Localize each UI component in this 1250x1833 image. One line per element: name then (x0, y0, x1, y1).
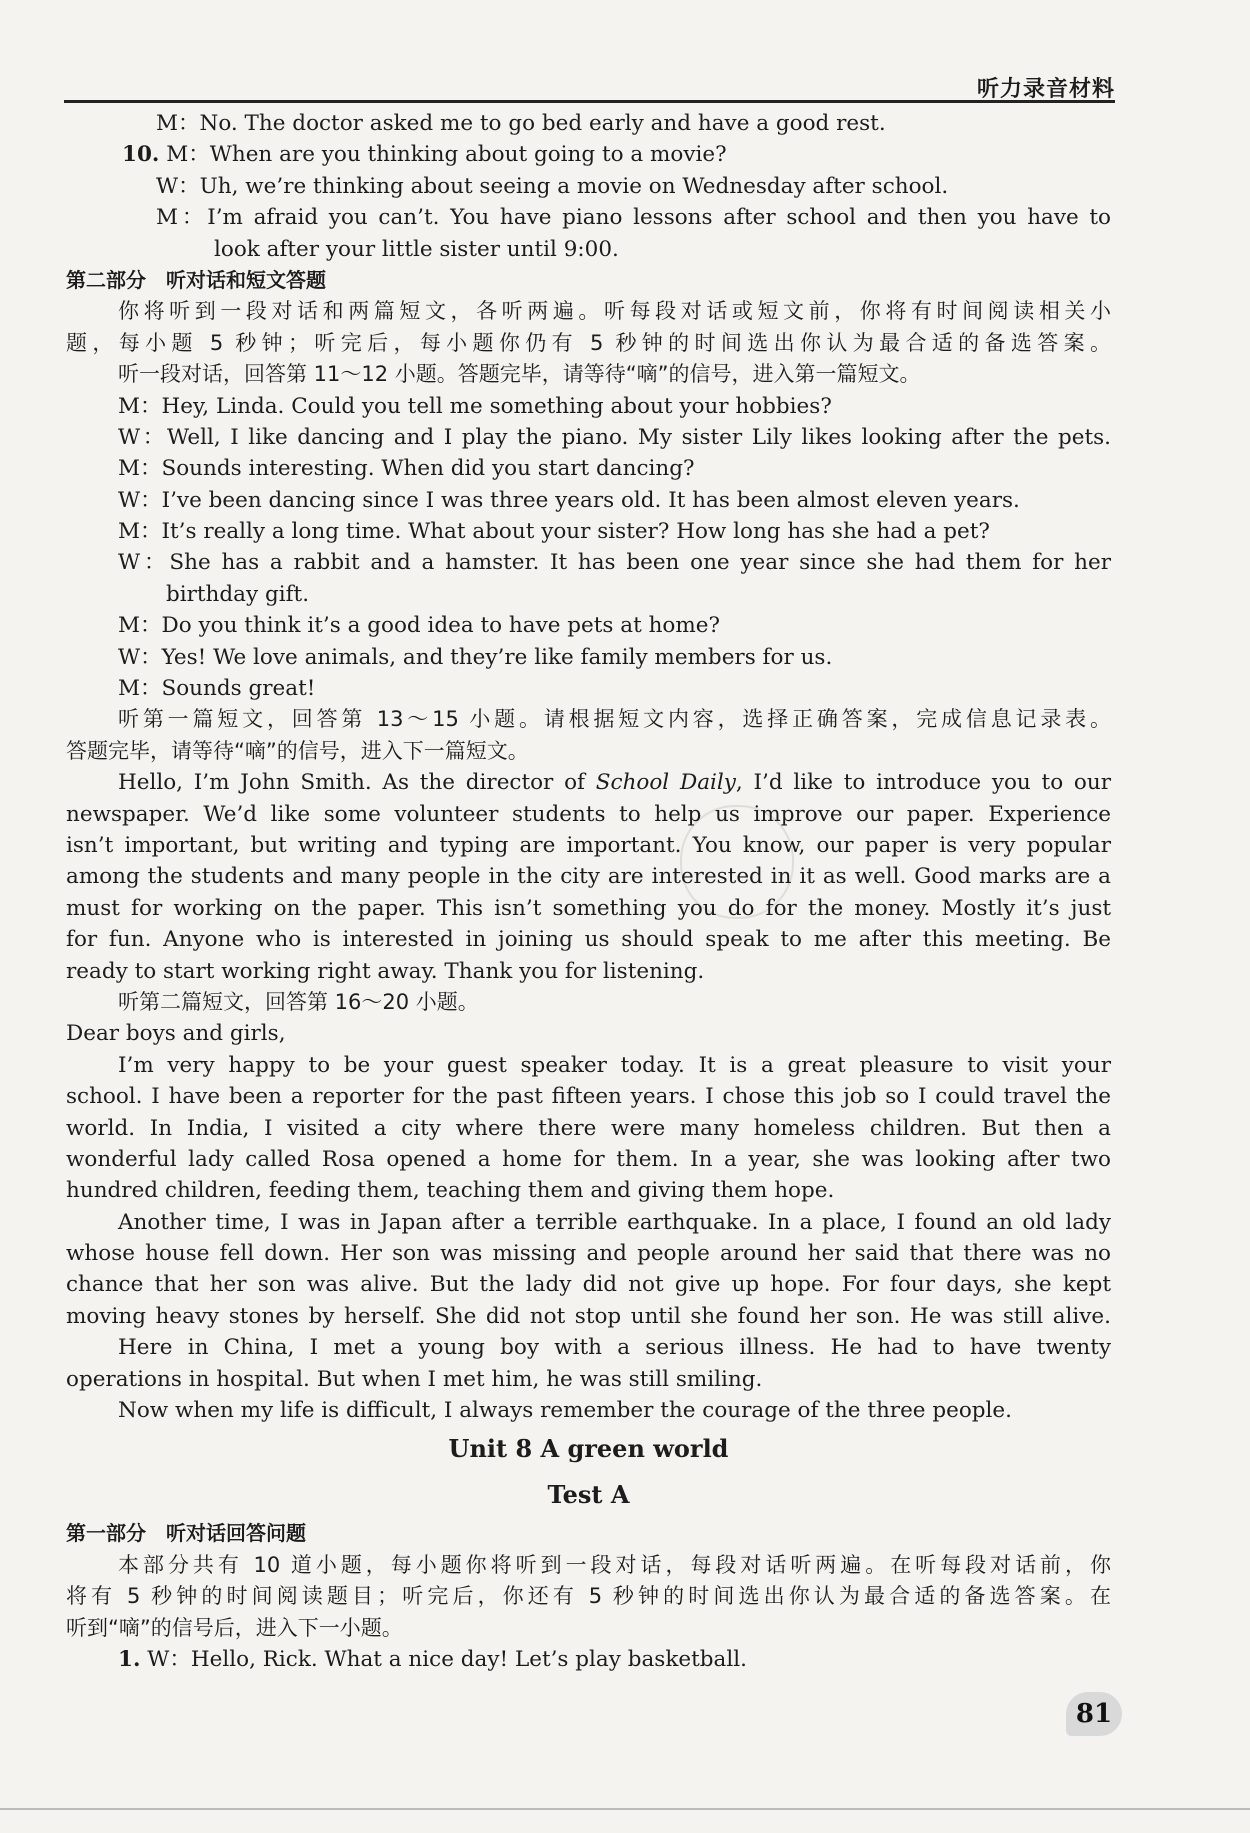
dialogue-line: M：Hey, Linda. Could you tell me something about your hobbies? (118, 393, 832, 419)
dialogue-line: M：Sounds great! (118, 676, 316, 702)
section-title-part1 (66, 1518, 1111, 1549)
passage-line: I’m very happy to be your guest speaker today. It is a great pleasure to visit your (118, 1052, 1111, 1078)
question-10 (66, 139, 1111, 170)
dialogue-line: look after your little sister until 9:00. (214, 236, 619, 262)
page-header (64, 70, 1115, 103)
passage-line: Here in China, I met a young boy with a serious illness. He had to have twenty (118, 1335, 1111, 1361)
passage-text: Hello, I’m John Smith. As the director of (118, 770, 596, 796)
dialogue-line: M：No. The doctor asked me to go bed early and have a good rest. (156, 111, 886, 136)
dialogue-line: W：Hello, Rick. What a nice day! Let’s play basketball. (147, 1646, 747, 1672)
passage-line: operations in hospital. But when I met him, he was still smiling. (66, 1366, 763, 1392)
dialogue-line: W：Well, I like dancing and I play the piano. My sister Lily likes looking after the pets. (118, 424, 1111, 450)
instruction-text: 题，每小题 5 秒钟；听完后，每小题你仍有 5 秒钟的时间选出你认为最合适的备选答案。 (66, 330, 1111, 355)
instruction-text: 听第二篇短文，回答第 16～20 小题。 (118, 989, 479, 1014)
passage-line: newspaper. We’d like some volunteer students to help us improve our paper. Experience (66, 801, 1111, 827)
question-number: 10. (122, 142, 160, 168)
passage-line (66, 767, 1111, 798)
dialogue-line: M：I’m afraid you can’t. You have piano lessons after school and then you have to (156, 205, 1111, 231)
passage-line: school. I have been a reporter for the past fifteen years. I chose this job so I could travel the (66, 1084, 1111, 1110)
test-title: Test A (547, 1480, 630, 1510)
dialogue-line: W：Yes! We love animals, and they’re like family members for us. (118, 644, 833, 670)
section-heading: 听对话和短文答题 (166, 267, 326, 292)
unit-title: Unit 8 A green world (448, 1434, 729, 1464)
passage-line: whose house fell down. Her son was missing and people around her said that there was no (66, 1241, 1111, 1267)
instruction-text: 本部分共有 10 道小题，每小题你将听到一段对话，每段对话听两遍。在听每段对话前，你 (118, 1552, 1111, 1577)
instruction-text: 听到“嘀”的信号后，进入下一小题。 (66, 1615, 403, 1640)
dialogue-line: W：She has a rabbit and a hamster. It has been one year since she had them for her (118, 550, 1111, 576)
dialogue-line: birthday gift. (166, 581, 310, 607)
passage-line: chance that her son was alive. But the lady did not give up hope. For four days, she kept (66, 1272, 1111, 1298)
instruction-text: 听一段对话，回答第 11～12 小题。答题完毕，请等待“嘀”的信号，进入第一篇短文。 (118, 362, 921, 387)
section-title-part2 (66, 265, 1111, 296)
instruction-text: 将有 5 秒钟的时间阅读题目；听完后，你还有 5 秒钟的时间选出你认为最合适的备选答案。在 (66, 1584, 1111, 1609)
page-content (66, 108, 1111, 1675)
passage-line: moving heavy stones by herself. She did not stop until she found her son. He was still alive. (66, 1303, 1111, 1329)
passage-text: , I’d like to introduce you to our (735, 770, 1111, 796)
passage-line: wonderful lady called Rosa opened a home for them. In a year, she was looking after two (66, 1146, 1111, 1172)
dialogue-line: M：When are you thinking about going to a movie? (166, 142, 727, 168)
question-1 (66, 1644, 1111, 1675)
bottom-rule (0, 1808, 1250, 1810)
passage-line: among the students and many people in the city are interested in it as well. Good marks are a (66, 864, 1111, 890)
passage-line: for fun. Anyone who is interested in joining us should speak to me after this meeting. Be (66, 927, 1111, 953)
passage-line: isn’t important, but writing and typing are important. You know, our paper is very popular (66, 832, 1111, 858)
passage-line: must for working on the paper. This isn’t something you do for the money. Mostly it’s just (66, 895, 1111, 921)
section-heading: 听对话回答问题 (166, 1521, 306, 1546)
instruction-text: 听第一篇短文，回答第 13～15 小题。请根据短文内容，选择正确答案，完成信息记录表。 (118, 707, 1111, 732)
dialogue-line: M：Sounds interesting. When did you start dancing? (118, 456, 695, 482)
newspaper-name: School Daily (595, 770, 736, 796)
section-label: 第一部分 (66, 1521, 146, 1546)
header-title: 听力录音材料 (976, 77, 1115, 102)
passage-line: Another time, I was in Japan after a terrible earthquake. In a place, I found an old lady (118, 1209, 1111, 1235)
instruction-text: 你将听到一段对话和两篇短文，各听两遍。听每段对话或短文前，你将有时间阅读相关小 (118, 299, 1111, 324)
passage-line: hundred children, feeding them, teaching them and giving them hope. (66, 1178, 835, 1204)
passage-line: world. In India, I visited a city where there were many homeless children. But then a (66, 1115, 1111, 1141)
page-number: 81 (1066, 1692, 1122, 1736)
instruction-text: 答题完毕，请等待“嘀”的信号，进入下一篇短文。 (66, 738, 529, 763)
question-number: 1. (118, 1646, 141, 1672)
passage-line: Dear boys and girls, (66, 1021, 286, 1047)
dialogue-line: M：It’s really a long time. What about your sister? How long has she had a pet? (118, 519, 990, 545)
section-label: 第二部分 (66, 267, 146, 292)
dialogue-line: W：I’ve been dancing since I was three years old. It has been almost eleven years. (118, 487, 1020, 513)
passage-line: ready to start working right away. Thank you for listening. (66, 958, 705, 984)
dialogue-line: M：Do you think it’s a good idea to have pets at home? (118, 613, 721, 639)
dialogue-line: W：Uh, we’re thinking about seeing a movie on Wednesday after school. (156, 173, 949, 199)
passage-line: Now when my life is difficult, I always remember the courage of the three people. (118, 1398, 1012, 1424)
